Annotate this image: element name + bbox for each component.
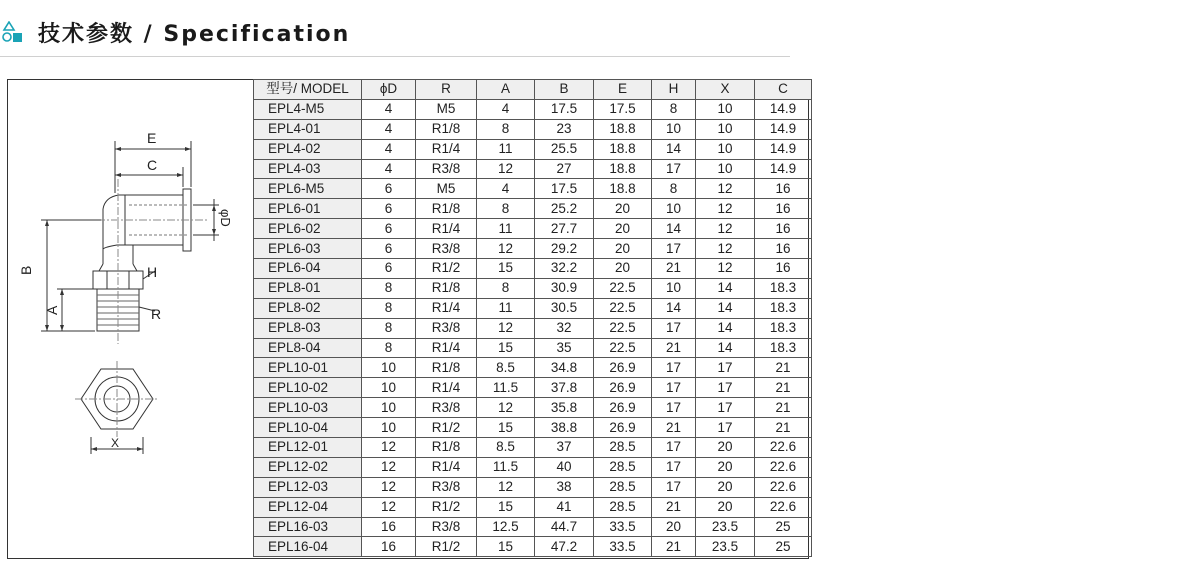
table-cell: 21 — [755, 418, 812, 438]
table-cell: 18.3 — [755, 278, 812, 298]
table-cell: 4 — [362, 159, 416, 179]
table-cell: 4 — [477, 99, 535, 119]
table-cell: 10 — [362, 418, 416, 438]
table-cell: 17 — [696, 418, 755, 438]
model-cell: EPL10-02 — [254, 378, 362, 398]
table-cell: 17 — [652, 398, 696, 418]
table-cell: 22.5 — [594, 298, 652, 318]
table-cell: 21 — [652, 497, 696, 517]
table-cell: 28.5 — [594, 477, 652, 497]
model-cell: EPL12-04 — [254, 497, 362, 517]
table-cell: M5 — [416, 179, 477, 199]
table-cell: 8 — [477, 119, 535, 139]
model-cell: EPL6-03 — [254, 239, 362, 259]
model-cell: EPL12-01 — [254, 438, 362, 458]
label-x: X — [111, 436, 120, 450]
table-cell: 44.7 — [535, 517, 594, 537]
table-cell: 23.5 — [696, 517, 755, 537]
table-cell: 20 — [594, 259, 652, 279]
table-cell: 22.6 — [755, 438, 812, 458]
table-cell: 20 — [594, 239, 652, 259]
table-cell: 33.5 — [594, 517, 652, 537]
table-cell: 14.9 — [755, 99, 812, 119]
table-cell: M5 — [416, 99, 477, 119]
table-cell: 8 — [362, 318, 416, 338]
table-cell: 10 — [696, 99, 755, 119]
table-body — [254, 99, 812, 556]
table-row — [254, 219, 812, 239]
table-cell: 10 — [696, 139, 755, 159]
table-cell: R1/8 — [416, 358, 477, 378]
table-cell: 10 — [696, 159, 755, 179]
table-cell: 12 — [477, 239, 535, 259]
table-cell: 14.9 — [755, 119, 812, 139]
table-cell: 14 — [696, 298, 755, 318]
table-row — [254, 259, 812, 279]
table-cell: 25.2 — [535, 199, 594, 219]
table-cell: 26.9 — [594, 358, 652, 378]
table-cell: 15 — [477, 259, 535, 279]
table-cell: 22.5 — [594, 318, 652, 338]
table-row — [254, 119, 812, 139]
table-cell: R1/2 — [416, 497, 477, 517]
table-cell: 12 — [362, 497, 416, 517]
table-cell: 14 — [652, 298, 696, 318]
table-cell: 27 — [535, 159, 594, 179]
label-c: C — [147, 157, 158, 173]
table-cell: 21 — [755, 398, 812, 418]
table-cell: R3/8 — [416, 159, 477, 179]
table-cell: 8 — [477, 278, 535, 298]
table-cell: R1/8 — [416, 199, 477, 219]
table-cell: 26.9 — [594, 398, 652, 418]
table-cell: R1/8 — [416, 278, 477, 298]
label-a: A — [44, 305, 60, 315]
table-cell: 8 — [362, 278, 416, 298]
table-row — [254, 398, 812, 418]
table-cell: R1/4 — [416, 338, 477, 358]
table-cell: 38 — [535, 477, 594, 497]
table-row — [254, 477, 812, 497]
table-cell: 4 — [362, 139, 416, 159]
table-cell: R3/8 — [416, 239, 477, 259]
column-header: 型号/ MODEL — [254, 80, 362, 100]
table-cell: R3/8 — [416, 517, 477, 537]
table-cell: 18.3 — [755, 318, 812, 338]
table-cell: 17 — [696, 398, 755, 418]
table-cell: 8.5 — [477, 438, 535, 458]
table-cell: 35 — [535, 338, 594, 358]
table-cell: 10 — [652, 278, 696, 298]
table-cell: 4 — [477, 179, 535, 199]
table-cell: 14 — [696, 278, 755, 298]
table-cell: 16 — [362, 537, 416, 557]
table-cell: 12 — [477, 318, 535, 338]
column-header: A — [477, 80, 535, 100]
table-cell: 16 — [755, 259, 812, 279]
table-cell: 14.9 — [755, 139, 812, 159]
table-cell: 15 — [477, 338, 535, 358]
model-cell: EPL12-02 — [254, 457, 362, 477]
table-cell: R3/8 — [416, 398, 477, 418]
table-cell: 18.3 — [755, 338, 812, 358]
table-cell: 23 — [535, 119, 594, 139]
label-h: H — [147, 264, 158, 280]
table-cell: 26.9 — [594, 378, 652, 398]
table-cell: 8 — [477, 199, 535, 219]
model-cell: EPL10-01 — [254, 358, 362, 378]
column-header: ϕD — [362, 80, 416, 100]
table-cell: 11 — [477, 219, 535, 239]
table-row — [254, 298, 812, 318]
table-row — [254, 497, 812, 517]
table-cell: 21 — [652, 537, 696, 557]
table-cell: 21 — [652, 338, 696, 358]
table-cell: 10 — [362, 358, 416, 378]
table-cell: 37 — [535, 438, 594, 458]
label-e: E — [147, 130, 157, 146]
model-cell: EPL6-02 — [254, 219, 362, 239]
table-cell: 16 — [755, 179, 812, 199]
table-cell: 6 — [362, 179, 416, 199]
table-cell: 15 — [477, 537, 535, 557]
table-cell: 21 — [755, 358, 812, 378]
table-cell: 23.5 — [696, 537, 755, 557]
table-row — [254, 139, 812, 159]
table-cell: 20 — [696, 457, 755, 477]
table-cell: 8 — [362, 338, 416, 358]
table-cell: 17.5 — [594, 99, 652, 119]
model-cell: EPL4-M5 — [254, 99, 362, 119]
model-cell: EPL10-04 — [254, 418, 362, 438]
table-cell: 4 — [362, 119, 416, 139]
column-header: H — [652, 80, 696, 100]
table-cell: 12 — [696, 179, 755, 199]
table-cell: 18.8 — [594, 179, 652, 199]
column-header: R — [416, 80, 477, 100]
section-header — [0, 10, 800, 50]
table-cell: 20 — [594, 199, 652, 219]
label-b: B — [18, 265, 34, 275]
table-row — [254, 418, 812, 438]
table-cell: R1/4 — [416, 139, 477, 159]
model-cell: EPL6-01 — [254, 199, 362, 219]
table-cell: 37.8 — [535, 378, 594, 398]
table-cell: 14 — [652, 139, 696, 159]
table-cell: 12 — [696, 219, 755, 239]
table-cell: 12 — [696, 259, 755, 279]
table-row — [254, 378, 812, 398]
table-cell: 32 — [535, 318, 594, 338]
table-cell: 12 — [696, 199, 755, 219]
table-cell: 22.6 — [755, 457, 812, 477]
column-header: C — [755, 80, 812, 100]
table-cell: R1/4 — [416, 298, 477, 318]
table-cell: 30.9 — [535, 278, 594, 298]
table-cell: 12 — [477, 159, 535, 179]
table-cell: 14 — [696, 338, 755, 358]
table-cell: 10 — [362, 378, 416, 398]
table-header-row — [254, 80, 812, 100]
model-cell: EPL4-03 — [254, 159, 362, 179]
table-cell: 10 — [652, 199, 696, 219]
table-cell: 22.5 — [594, 278, 652, 298]
model-cell: EPL8-01 — [254, 278, 362, 298]
table-cell: 47.2 — [535, 537, 594, 557]
table-cell: 34.8 — [535, 358, 594, 378]
table-cell: 20 — [652, 517, 696, 537]
table-cell: R1/2 — [416, 537, 477, 557]
table-cell: 6 — [362, 259, 416, 279]
table-cell: 12 — [696, 239, 755, 259]
table-cell: 16 — [755, 239, 812, 259]
table-cell: 8 — [652, 179, 696, 199]
label-phi-d: φD — [218, 209, 233, 227]
table-row — [254, 239, 812, 259]
header-divider — [0, 56, 790, 57]
table-cell: 32.2 — [535, 259, 594, 279]
table-cell: 12 — [362, 457, 416, 477]
section-title: 技术参数 / Specification — [38, 22, 351, 47]
table-cell: 25.5 — [535, 139, 594, 159]
model-cell: EPL10-03 — [254, 398, 362, 418]
model-cell: EPL4-02 — [254, 139, 362, 159]
table-cell: 6 — [362, 219, 416, 239]
table-cell: 22.5 — [594, 338, 652, 358]
table-row — [254, 338, 812, 358]
table-cell: 22.6 — [755, 477, 812, 497]
table-cell: 30.5 — [535, 298, 594, 318]
table-cell: 17 — [652, 457, 696, 477]
table-cell: 18.3 — [755, 298, 812, 318]
table-cell: 18.8 — [594, 119, 652, 139]
triangle-square-circle-icon — [2, 21, 24, 43]
table-cell: 28.5 — [594, 457, 652, 477]
table-cell: 11 — [477, 139, 535, 159]
table-cell: 18.8 — [594, 139, 652, 159]
table-cell: 12 — [362, 477, 416, 497]
table-cell: 25 — [755, 517, 812, 537]
table-cell: 17 — [696, 378, 755, 398]
table-cell: 21 — [755, 378, 812, 398]
table-cell: 21 — [652, 418, 696, 438]
table-cell: 11 — [477, 298, 535, 318]
table-cell: 29.2 — [535, 239, 594, 259]
table-row — [254, 159, 812, 179]
column-header: X — [696, 80, 755, 100]
table-cell: 20 — [696, 477, 755, 497]
table-cell: 28.5 — [594, 497, 652, 517]
table-cell: 40 — [535, 457, 594, 477]
table-cell: 12 — [477, 398, 535, 418]
table-row — [254, 99, 812, 119]
table-cell: 26.9 — [594, 418, 652, 438]
table-row — [254, 179, 812, 199]
table-cell: 14 — [652, 219, 696, 239]
table-cell: 17 — [652, 159, 696, 179]
table-cell: 17 — [652, 477, 696, 497]
model-cell: EPL6-M5 — [254, 179, 362, 199]
table-cell: 14.9 — [755, 159, 812, 179]
table-row — [254, 457, 812, 477]
table-row — [254, 318, 812, 338]
table-row — [254, 517, 812, 537]
table-cell: R1/2 — [416, 259, 477, 279]
table-cell: R1/8 — [416, 119, 477, 139]
table-cell: 41 — [535, 497, 594, 517]
table-cell: 10 — [696, 119, 755, 139]
table-cell: 17.5 — [535, 179, 594, 199]
table-cell: 17.5 — [535, 99, 594, 119]
table-cell: 8.5 — [477, 358, 535, 378]
table-cell: 17 — [652, 378, 696, 398]
table-cell: 16 — [755, 219, 812, 239]
table-cell: 15 — [477, 497, 535, 517]
model-cell: EPL12-03 — [254, 477, 362, 497]
table-cell: 8 — [362, 298, 416, 318]
table-row — [254, 438, 812, 458]
table-cell: 12.5 — [477, 517, 535, 537]
table-row — [254, 537, 812, 557]
table-cell: 6 — [362, 199, 416, 219]
table-row — [254, 199, 812, 219]
table-cell: 20 — [594, 219, 652, 239]
table-cell: R1/4 — [416, 457, 477, 477]
model-cell: EPL8-04 — [254, 338, 362, 358]
table-cell: 16 — [755, 199, 812, 219]
table-cell: 15 — [477, 418, 535, 438]
table-cell: 17 — [652, 358, 696, 378]
model-cell: EPL16-03 — [254, 517, 362, 537]
table-row — [254, 278, 812, 298]
table-row — [254, 358, 812, 378]
table-cell: 14 — [696, 318, 755, 338]
model-cell: EPL8-02 — [254, 298, 362, 318]
table-cell: R1/4 — [416, 378, 477, 398]
table-cell: 17 — [652, 438, 696, 458]
table-cell: 10 — [652, 119, 696, 139]
table-cell: 17 — [696, 358, 755, 378]
table-cell: R3/8 — [416, 318, 477, 338]
column-header: E — [594, 80, 652, 100]
table-cell: 27.7 — [535, 219, 594, 239]
table-cell: 28.5 — [594, 438, 652, 458]
table-cell: 18.8 — [594, 159, 652, 179]
model-cell: EPL16-04 — [254, 537, 362, 557]
table-cell: R1/4 — [416, 219, 477, 239]
table-cell: 33.5 — [594, 537, 652, 557]
table-cell: 20 — [696, 438, 755, 458]
table-cell: 22.6 — [755, 497, 812, 517]
table-cell: 17 — [652, 239, 696, 259]
table-cell: 38.8 — [535, 418, 594, 438]
table-cell: 11.5 — [477, 457, 535, 477]
table-cell: 17 — [652, 318, 696, 338]
label-r: R — [151, 306, 162, 322]
column-header: B — [535, 80, 594, 100]
table-cell: R1/8 — [416, 438, 477, 458]
table-cell: 10 — [362, 398, 416, 418]
table-cell: 16 — [362, 517, 416, 537]
table-cell: R3/8 — [416, 477, 477, 497]
table-cell: 6 — [362, 239, 416, 259]
table-cell: 12 — [477, 477, 535, 497]
table-cell: 21 — [652, 259, 696, 279]
table-cell: R1/2 — [416, 418, 477, 438]
specification-table — [253, 79, 812, 557]
model-cell: EPL8-03 — [254, 318, 362, 338]
table-cell: 4 — [362, 99, 416, 119]
table-cell: 11.5 — [477, 378, 535, 398]
table-cell: 8 — [652, 99, 696, 119]
table-cell: 25 — [755, 537, 812, 557]
table-cell: 35.8 — [535, 398, 594, 418]
model-cell: EPL4-01 — [254, 119, 362, 139]
table-cell: 12 — [362, 438, 416, 458]
table-cell: 20 — [696, 497, 755, 517]
model-cell: EPL6-04 — [254, 259, 362, 279]
fitting-dimension-diagram — [7, 79, 253, 559]
